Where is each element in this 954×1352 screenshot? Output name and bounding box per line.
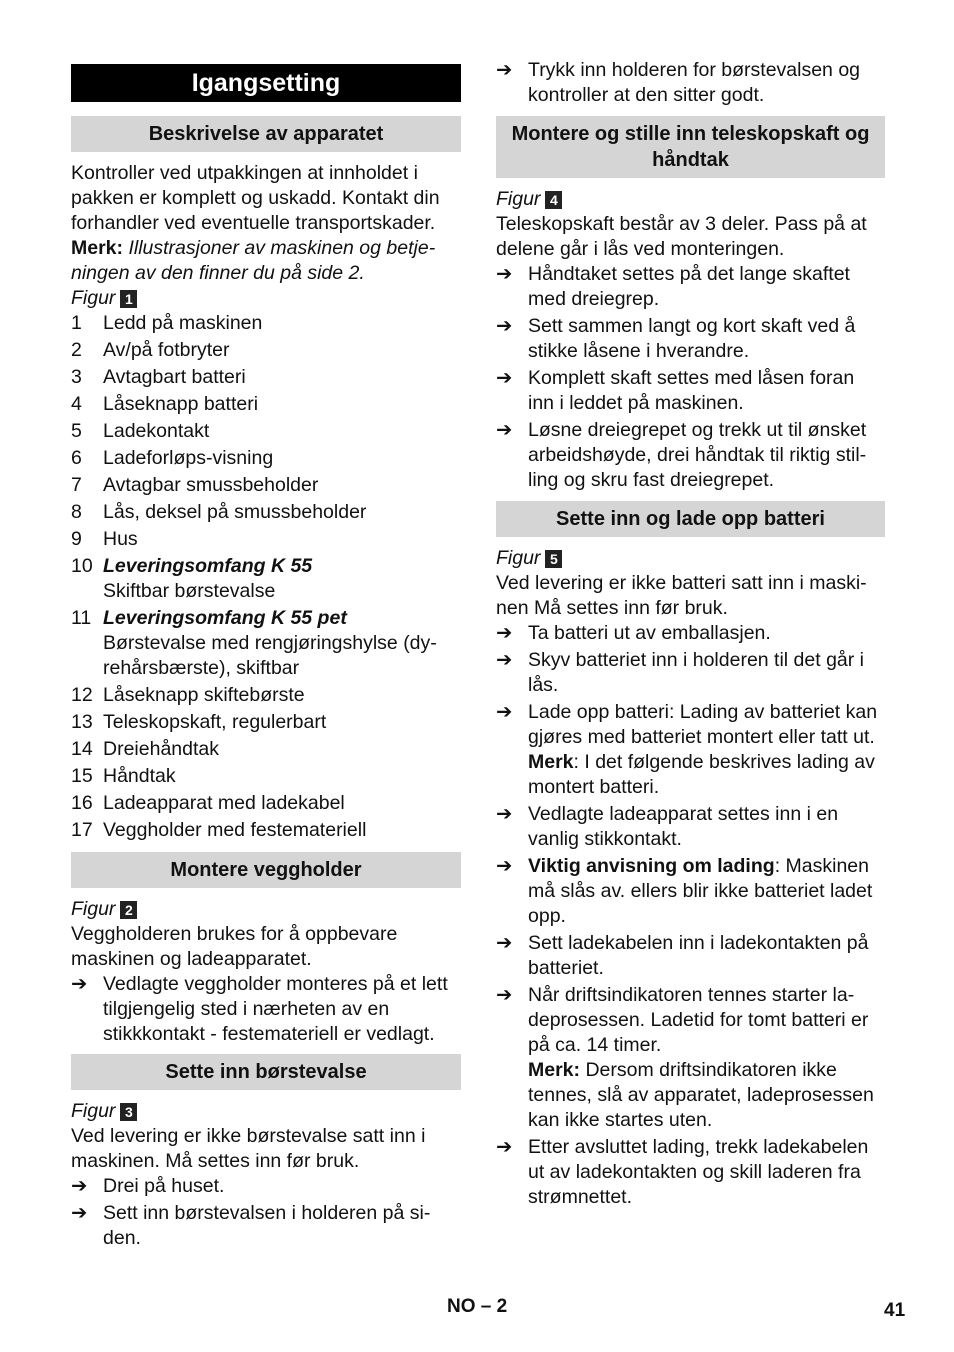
list-item-label: Veggholder med festemateriell [103,819,367,841]
battery-intro: Ved levering er ikke batteri satt inn i maskinen Må settes inn før bruk. [496,572,867,619]
list-item-number: 13 [71,711,93,733]
list-item-number: 14 [71,738,93,760]
brush-roller-steps [71,1174,461,1251]
list-item-number: 8 [71,501,82,523]
figure-ref-1: Figur 1 [71,286,461,311]
list-item-number: 6 [71,447,82,469]
list-item [71,365,461,390]
list-item-label: Hus [103,528,138,550]
list-item-number: 5 [71,420,82,442]
description-note: Merk: Illustrasjoner av maskinen og betjeningen av den finner du på side 2. [71,237,436,284]
figure-ref-4: Figur 4 [496,187,885,212]
section-heading-battery: Sette inn og lade opp batteri [496,501,885,537]
list-item [71,500,461,525]
arrow-icon: ➔ [496,855,513,877]
step-item: ➔ Håndtaket settes på det lange skaftet med dreiegrep. [496,263,850,310]
step-item: ➔ Vedlagte ladeapparat settes inn i en vanlig stikkontakt. [496,803,839,850]
arrow-icon: ➔ [496,1136,513,1158]
list-item-label: Håndtak [103,765,176,787]
brush-roller-steps-continued [496,58,885,108]
list-item [71,419,461,444]
list-item-label: Av/på fotbryter [103,339,230,361]
list-item-number: 11 [71,607,92,629]
list-item-label: Leveringsomfang K 55 [103,555,313,577]
arrow-icon: ➔ [496,984,513,1006]
list-item-number: 3 [71,366,82,388]
list-item-label: Avtagbar smussbeholder [103,474,319,496]
page-number: 41 [884,1300,906,1321]
list-item-number: 9 [71,528,82,550]
step-item: ➔ Ta batteri ut av emballasjen. [496,622,771,644]
list-item-number: 1 [71,312,82,334]
arrow-icon: ➔ [71,1175,88,1197]
list-item [71,392,461,417]
list-item [71,311,461,336]
list-item-label: Ladekontakt [103,420,210,442]
page-title: Igangsetting [71,64,461,102]
step-item: ➔ Sett ladekabelen inn i ladekontakten på batteriet. [496,932,869,979]
step-item: ➔ Lade opp batteri: Lading av batteriet kan gjøres med batteriet montert eller tatt ut. Merk: I det følgende beskrives lading av montert batteri. [496,701,878,798]
figure-number-badge: 4 [545,191,562,209]
arrow-icon: ➔ [496,419,513,441]
wall-holder-steps [71,972,461,1047]
list-item-label: Ladeapparat med ladekabel [103,792,345,814]
list-item [71,764,461,789]
right-column [496,58,885,1212]
list-item-number: 4 [71,393,82,415]
list-item [71,683,461,708]
list-item [71,737,461,762]
step-item: ➔ Trykk inn holderen for børstevalsen og kontroller at den sitter godt. [496,59,861,106]
step-item: ➔ Viktig anvisning om lading: Maskinen må slås av. ellers blir ikke batteriet ladet opp. [496,855,873,927]
step-item: ➔ Når driftsindikatoren tennes starter ladeprosessen. Ladetid for tomt batteri er på ca. 14 timer. Merk: Dersom driftsindikatoren ikke tennes, slå av apparatet, ladeprosessen kan ikke startes uten. [496,984,874,1131]
list-item-label: Låseknapp skiftebørste [103,684,305,706]
list-item [71,527,461,552]
arrow-icon: ➔ [496,701,513,723]
list-item-subtext: Børstevalse med rengjøringshylse (dyrehårsbærste), skiftbar [103,632,437,679]
list-item [71,791,461,816]
list-item-label: Leveringsomfang K 55 pet [103,607,347,629]
list-item [71,818,461,843]
telescopic-steps [496,262,885,493]
arrow-icon: ➔ [496,622,513,644]
arrow-icon: ➔ [496,932,513,954]
arrow-icon: ➔ [496,315,513,337]
list-item [71,554,461,604]
list-item [71,338,461,363]
left-column [71,58,461,1253]
step-item: ➔ Sett inn børstevalsen i holderen på siden. [71,1202,431,1249]
figure-ref-5: Figur 5 [496,546,885,571]
description-intro: Kontroller ved utpakkingen at innholdet i pakken er komplett og uskadd. Kontakt din forhandler ved eventuelle transportskader. [71,162,440,234]
arrow-icon: ➔ [496,263,513,285]
list-item-label: Ladeforløps-visning [103,447,274,469]
figure-ref-2: Figur 2 [71,897,461,922]
figure-number-badge: 1 [120,290,137,308]
arrow-icon: ➔ [496,649,513,671]
step-item: ➔ Løsne dreiegrepet og trekk ut til ønsket arbeidshøyde, drei håndtak til riktig stilling og skru fast dreiegrepet. [496,419,867,491]
list-item-number: 16 [71,792,93,814]
arrow-icon: ➔ [496,59,513,81]
wall-holder-intro: Veggholderen brukes for å oppbevare maskinen og ladeapparatet. [71,923,398,970]
step-item: ➔ Sett sammen langt og kort skaft ved å stikke låsene i hverandre. [496,315,856,362]
section-heading-telescopic-shaft: Montere og stille inn teleskopskaft og håndtak [496,116,885,178]
list-item-label: Dreiehåndtak [103,738,219,760]
step-item: ➔ Skyv batteriet inn i holderen til det går i lås. [496,649,865,696]
list-item [71,446,461,471]
list-item [71,710,461,735]
arrow-icon: ➔ [496,367,513,389]
brush-roller-intro: Ved levering er ikke børstevalse satt inn i maskinen. Må settes inn før bruk. [71,1125,426,1172]
list-item-label: Låseknapp batteri [103,393,259,415]
step-item: ➔ Vedlagte veggholder monteres på et lett tilgjengelig sted i nærheten av en stikkkontakt - festemateriell er vedlagt. [71,973,448,1045]
figure-number-badge: 3 [120,1103,137,1121]
list-item-label: Lås, deksel på smussbeholder [103,501,367,523]
list-item-label: Ledd på maskinen [103,312,263,334]
figure-ref-3: Figur 3 [71,1099,461,1124]
list-item-subtext: Skiftbar børstevalse [103,580,276,602]
list-item [71,606,461,681]
list-item-number: 12 [71,684,93,706]
telescopic-intro: Teleskopskaft består av 3 deler. Pass på at delene går i lås ved monteringen. [496,213,867,260]
battery-steps [496,621,885,1210]
footer-section-code: NO – 2 [447,1296,508,1317]
arrow-icon: ➔ [71,1202,88,1224]
step-item: ➔ Komplett skaft settes med låsen foran inn i leddet på maskinen. [496,367,855,414]
parts-list [71,311,461,843]
step-item: ➔ Etter avsluttet lading, trekk ladekabelen ut av ladekontakten og skill laderen fra strømnettet. [496,1136,869,1208]
arrow-icon: ➔ [496,803,513,825]
section-heading-description: Beskrivelse av apparatet [71,116,461,152]
list-item-text [103,606,461,681]
list-item-number: 2 [71,339,82,361]
list-item [71,473,461,498]
list-item-number: 7 [71,474,82,496]
list-item-number: 17 [71,819,93,841]
step-item: ➔ Drei på huset. [71,1175,225,1197]
list-item-number: 15 [71,765,93,787]
list-item-number: 10 [71,555,93,577]
list-item-text [103,554,461,604]
figure-number-badge: 5 [545,550,562,568]
list-item-label: Avtagbart batteri [103,366,246,388]
arrow-icon: ➔ [71,973,88,995]
section-heading-wall-holder: Montere veggholder [71,852,461,888]
section-heading-brush-roller: Sette inn børstevalse [71,1054,461,1090]
list-item-label: Teleskopskaft, regulerbart [103,711,327,733]
figure-number-badge: 2 [120,901,137,919]
